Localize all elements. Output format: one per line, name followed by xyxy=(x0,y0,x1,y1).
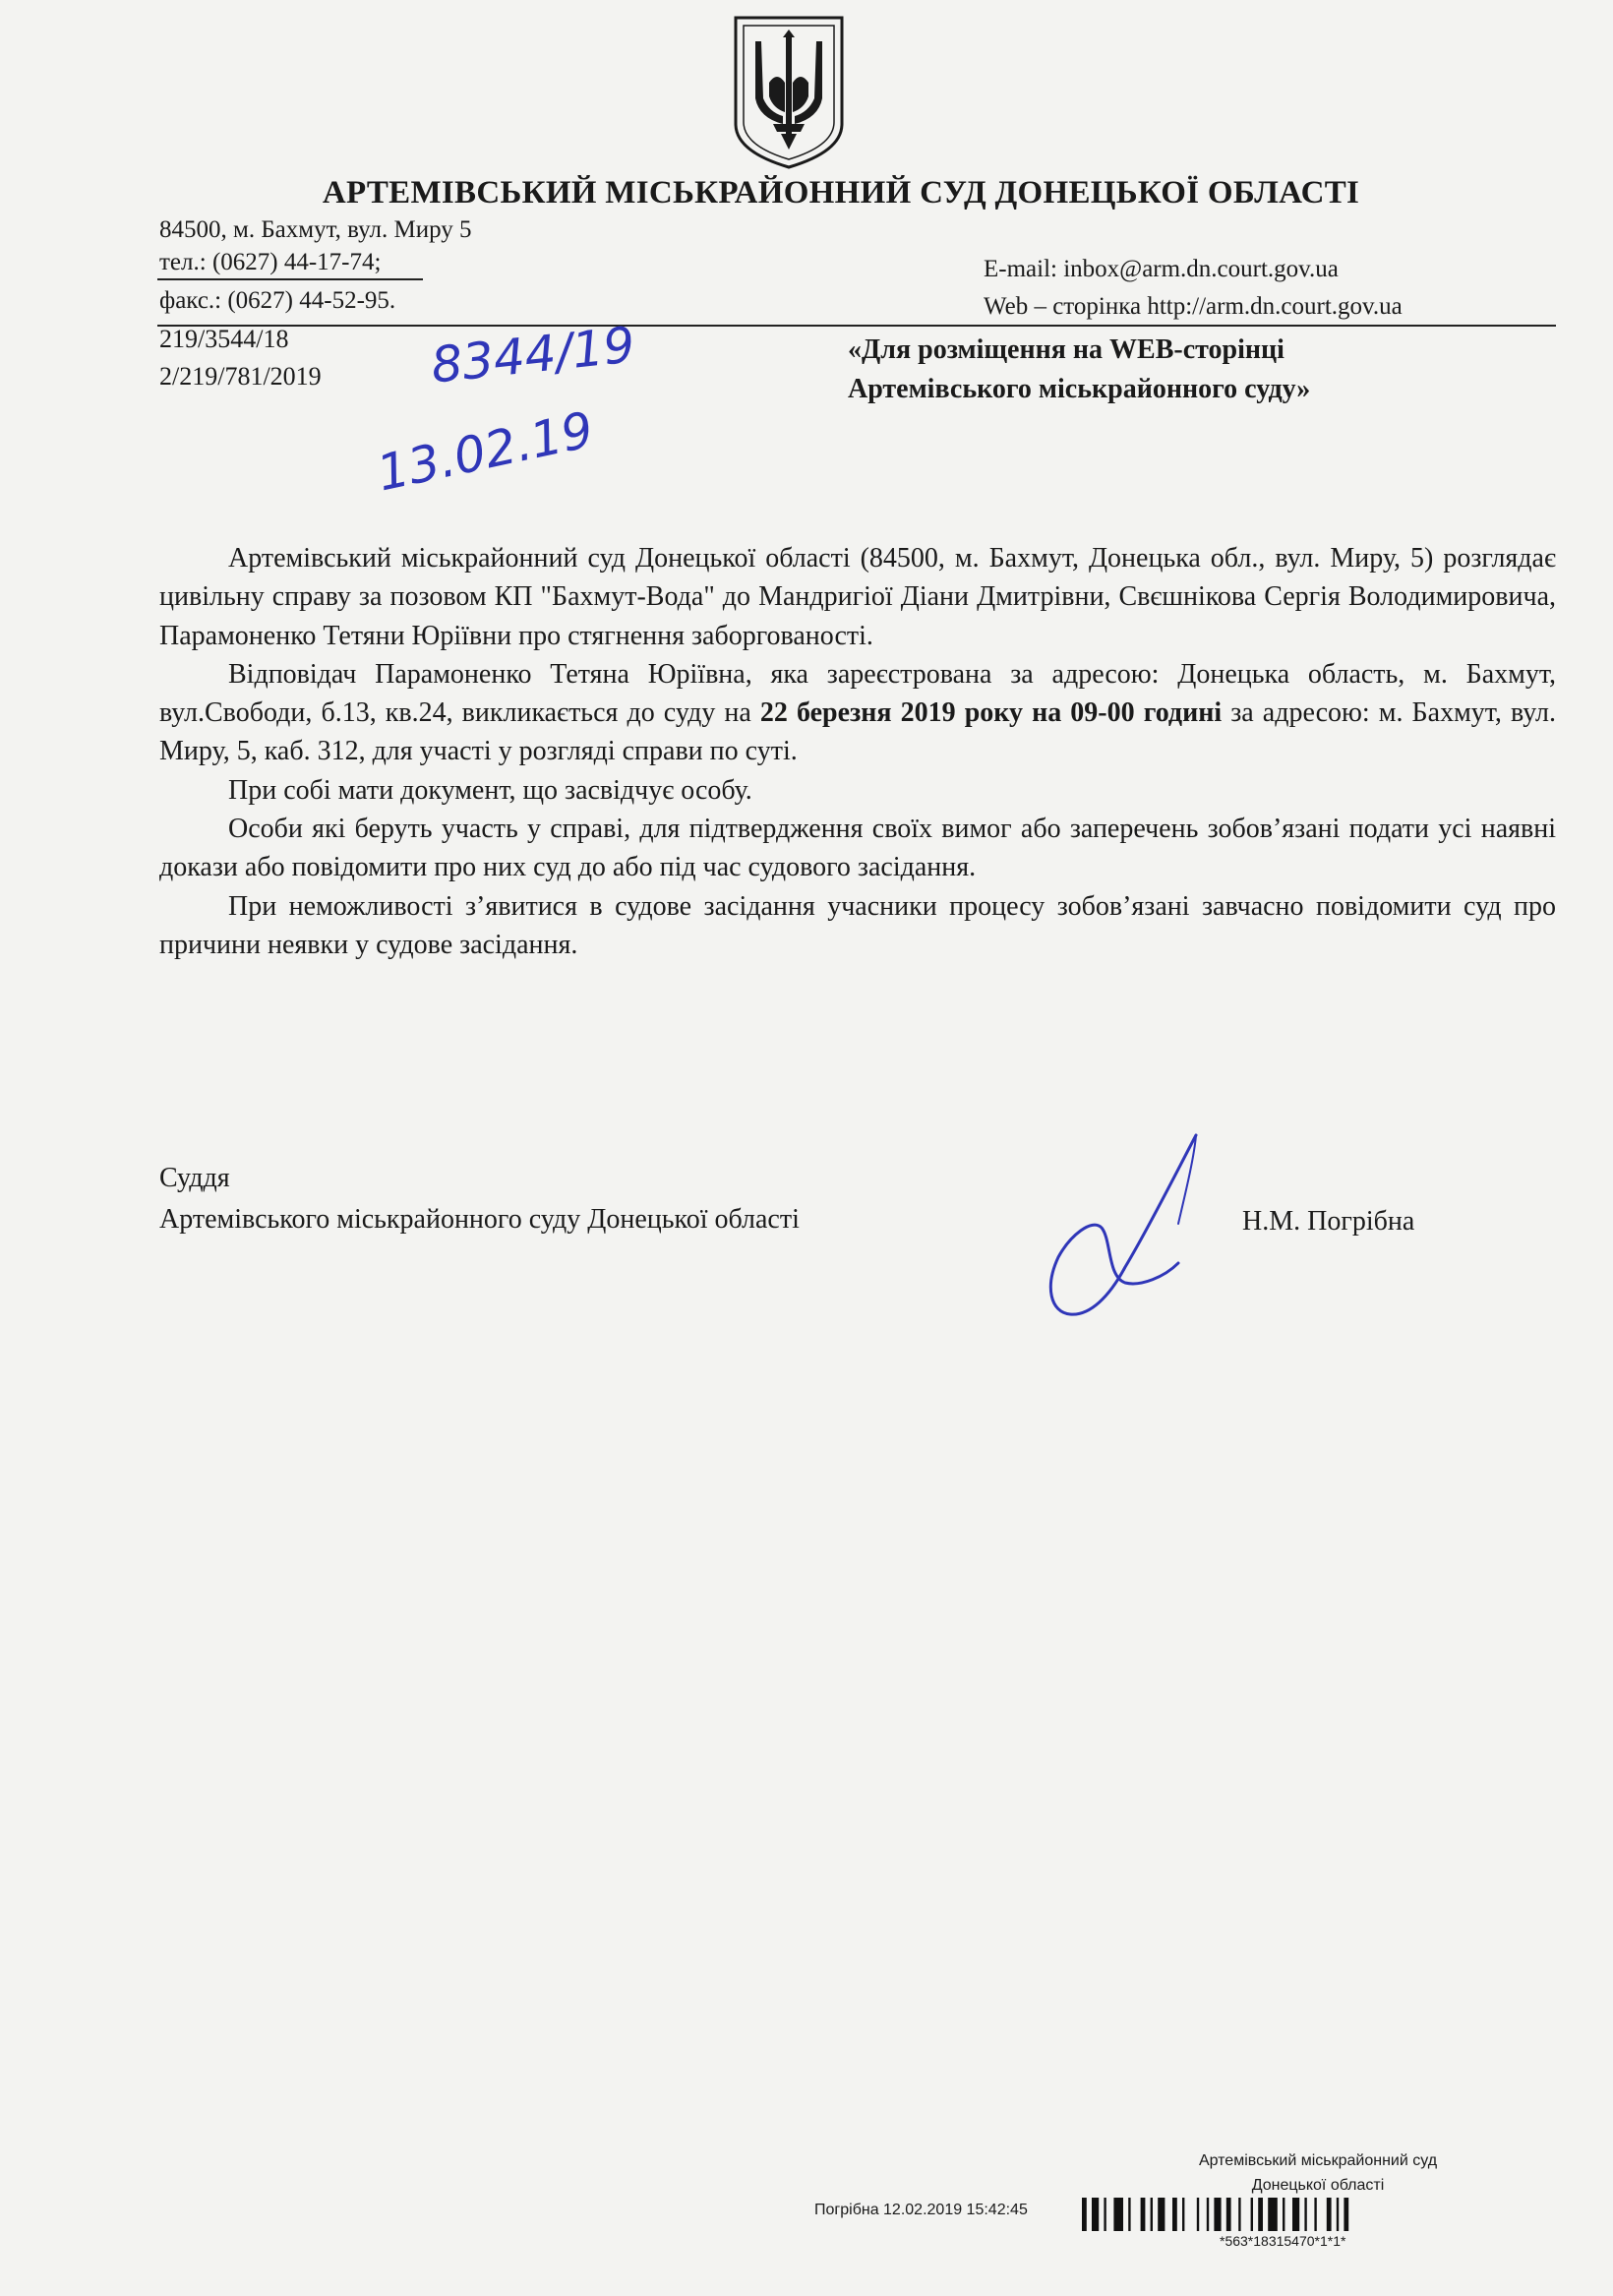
barcode-bar xyxy=(1344,2198,1348,2231)
barcode-bar xyxy=(1151,2198,1153,2231)
barcode-number: *563*18315470*1*1* xyxy=(1220,2233,1346,2249)
stamp-court-line-1: Артемівський міськрайонний суд xyxy=(1198,2152,1438,2169)
summons-body xyxy=(159,539,1556,964)
hearing-date-time: 22 березня 2019 року на 09-00 годині xyxy=(759,697,1223,729)
summons-text-after: за адресою: м. Бахмут, вул. Миру, 5, каб. 312, для участі у розгляді справи по суті. xyxy=(159,697,1556,767)
court-name-title: АРТЕМІВСЬКИЙ МІСЬКРАЙОННИЙ СУД ДОНЕЦЬКОЇ ОБЛАСТІ xyxy=(322,175,1360,211)
barcode-bar xyxy=(1158,2198,1165,2231)
signature-court: Артемівського міськрайонного суду Донецької області xyxy=(159,1204,800,1235)
barcode-bar xyxy=(1251,2198,1253,2231)
stamp-user-timestamp: Погрібна 12.02.2019 15:42:45 xyxy=(814,2202,1028,2218)
court-fax: факс.: (0627) 44-52-95. xyxy=(159,287,396,314)
barcode-bar xyxy=(1197,2198,1199,2231)
phone-underline xyxy=(157,278,423,280)
barcode-bar xyxy=(1304,2198,1306,2231)
header-divider xyxy=(157,325,1556,327)
court-address: 84500, м. Бахмут, вул. Миру 5 xyxy=(159,216,472,243)
barcode-bar xyxy=(1238,2198,1240,2231)
signature-title: Суддя xyxy=(159,1163,230,1193)
barcode-bar xyxy=(1258,2198,1263,2231)
barcode-bar xyxy=(1314,2198,1316,2231)
handwritten-signature-icon xyxy=(1031,1129,1213,1321)
barcode-bar xyxy=(1182,2198,1184,2231)
barcode-bar xyxy=(1214,2198,1221,2231)
barcode-bar xyxy=(1104,2198,1105,2231)
barcode-bar xyxy=(1128,2198,1130,2231)
web-note-line-2: Артемівського міськрайонного суду» xyxy=(848,374,1311,404)
court-phone: тел.: (0627) 44-17-74; xyxy=(159,249,382,275)
ukraine-trident-emblem-icon xyxy=(730,14,848,171)
barcode-bar xyxy=(1113,2198,1123,2231)
barcode-bar xyxy=(1292,2198,1299,2231)
barcode-bar xyxy=(1082,2198,1087,2231)
paragraph-defendant-summons xyxy=(159,655,1556,771)
paragraph-id-document: При собі мати документ, що засвідчує особу. xyxy=(228,774,752,806)
web-publication-note xyxy=(848,331,1310,409)
stamp-court-line-2: Донецької області xyxy=(1251,2177,1385,2194)
barcode-bar xyxy=(1268,2198,1278,2231)
barcode-bar xyxy=(1172,2198,1177,2231)
handwritten-date: 13.02.19 xyxy=(372,400,599,503)
handwritten-registration-number: 8344/19 xyxy=(428,316,638,394)
barcode-icon xyxy=(1082,2198,1554,2233)
stamp-court-name xyxy=(1161,2148,1475,2198)
barcode-bar xyxy=(1327,2198,1332,2231)
barcode-bar xyxy=(1226,2198,1231,2231)
summons-text-before: Відповідач Парамоненко Тетяна Юріївна, яка зареєстрована за адресою: Донецька область, м. Бахмут, вул.Свободи, б.13, кв.24, викликається до суду на xyxy=(159,658,1556,729)
judge-name: Н.М. Погрібна xyxy=(1242,1206,1415,1237)
barcode-bar xyxy=(1337,2198,1339,2231)
barcode-bar xyxy=(1141,2198,1146,2231)
paragraph-absence-notice: При неможливості з’явитися в судове засідання учасники процесу зобов’язані завчасно повідомити суд про причини неявки у судове засідання. xyxy=(159,890,1556,960)
court-email: E-mail: inbox@arm.dn.court.gov.ua xyxy=(984,256,1339,282)
outgoing-number: 2/219/781/2019 xyxy=(159,362,322,391)
case-number: 219/3544/18 xyxy=(159,325,289,353)
court-website: Web – сторінка http://arm.dn.court.gov.ua xyxy=(984,293,1403,320)
barcode-bar xyxy=(1092,2198,1099,2231)
web-note-line-1: «Для розміщення на WEB-сторінці xyxy=(848,334,1284,365)
barcode-bar xyxy=(1207,2198,1209,2231)
barcode-bar xyxy=(1283,2198,1284,2231)
paragraph-evidence: Особи які беруть участь у справі, для підтвердження своїх вимог або заперечень зобов’язані подати усі наявні докази або повідомити про них суд до або під час судового засідання. xyxy=(159,814,1556,883)
paragraph-case-description: Артемівський міськрайонний суд Донецької області (84500, м. Бахмут, Донецька обл., вул. Миру, 5) розглядає цивільну справу за позовом КП "Бахмут-Вода" до Мандригіої Діани Дмитрівни, Свєшнікова Сергія Володимировича, Парамоненко Тетяни Юріївни про стягнення заборгованості. xyxy=(159,543,1556,651)
